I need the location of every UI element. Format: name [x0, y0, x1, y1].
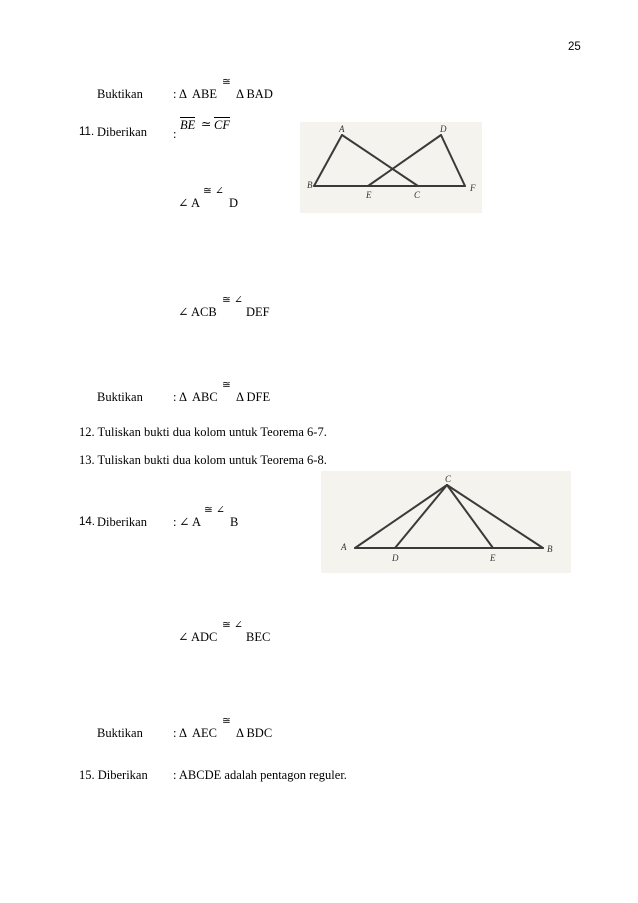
angle-symbol: ∠: [178, 305, 189, 319]
triangle-name: ABC: [192, 390, 218, 404]
segment-bc: [447, 485, 543, 548]
point-label-a: A: [339, 124, 345, 134]
prove-label: Buktikan: [97, 726, 143, 740]
angle-symbol: ∠: [216, 505, 225, 516]
colon: :: [173, 515, 177, 529]
angle-symbol: ∠: [178, 196, 189, 210]
point-label-f: F: [470, 183, 476, 193]
triangle-symbol: Δ: [179, 390, 188, 404]
congruent-symbol: ≅: [204, 505, 213, 516]
point-label-a: A: [341, 542, 347, 552]
angle-name: ADC: [191, 630, 218, 644]
problem-15-label: 15. Diberikan: [79, 768, 148, 782]
triangle-name: ABE: [192, 87, 217, 101]
angle-symbol: ∠: [234, 295, 243, 306]
angle-symbol: ∠: [215, 186, 224, 197]
angle-name: DEF: [246, 305, 270, 319]
angle-name: ACB: [191, 305, 217, 319]
triangle-name: Δ DFE: [236, 390, 271, 404]
figure-two-triangles: [300, 122, 482, 213]
colon: :: [173, 87, 177, 101]
angle-name: A: [192, 515, 202, 529]
page-number: 25: [568, 41, 581, 53]
congruent-symbol: ≅: [222, 620, 231, 631]
point-label-c: C: [414, 190, 421, 200]
congruent-symbol: ≅: [222, 77, 231, 88]
angle-name: BEC: [246, 630, 271, 644]
point-label-e: E: [490, 553, 496, 563]
point-label-d: D: [392, 553, 399, 563]
segment-be: BE: [180, 118, 196, 132]
problem-13: 13. Tuliskan bukti dua kolom untuk Teorema 6-8.: [79, 453, 327, 467]
angle-name: B: [230, 515, 239, 529]
given-label: Diberikan: [97, 125, 147, 139]
congruent-symbol: ≅: [203, 186, 212, 197]
segment-ab: [314, 135, 342, 186]
segment-cf: CF: [214, 118, 230, 132]
problem-12: 12. Tuliskan bukti dua kolom untuk Teorema 6-7.: [79, 425, 327, 439]
prove-label: Buktikan: [97, 390, 143, 404]
problem-15-text: : ABCDE adalah pentagon reguler.: [173, 768, 347, 782]
figure-triangle-with-cevians: [321, 471, 571, 573]
colon: :: [173, 390, 177, 404]
colon: :: [173, 127, 177, 141]
segment-cd: [395, 485, 447, 548]
angle-name: D: [229, 196, 239, 210]
triangle-name: Δ BDC: [236, 726, 273, 740]
angle-symbol: ∠: [179, 515, 190, 529]
problem-number: 14.: [79, 516, 95, 528]
angle-symbol: ∠: [178, 630, 189, 644]
triangle-name: AEC: [192, 726, 217, 740]
angle-symbol: ∠: [234, 620, 243, 631]
given-label: Diberikan: [97, 515, 147, 529]
point-label-c: C: [445, 474, 452, 484]
triangle-name: Δ BAD: [236, 87, 273, 101]
point-label-d: D: [440, 124, 447, 134]
congruent-symbol: ≅: [222, 716, 231, 727]
congruent-symbol: ≅: [222, 380, 231, 391]
point-label-b: B: [307, 180, 313, 190]
point-label-e: E: [366, 190, 372, 200]
segment-df: [441, 135, 465, 186]
triangle-symbol: Δ: [179, 726, 188, 740]
point-label-b: B: [547, 544, 553, 554]
colon: :: [173, 726, 177, 740]
angle-name: A: [191, 196, 201, 210]
segment-ac: [355, 485, 447, 548]
triangle-symbol: Δ: [179, 87, 188, 101]
prove-label: Buktikan: [97, 87, 143, 101]
congruent-symbol: ≅: [222, 295, 231, 306]
problem-number: 11.: [79, 126, 95, 138]
segment-ce: [447, 485, 493, 548]
congruent-symbol: ≃: [201, 117, 212, 131]
